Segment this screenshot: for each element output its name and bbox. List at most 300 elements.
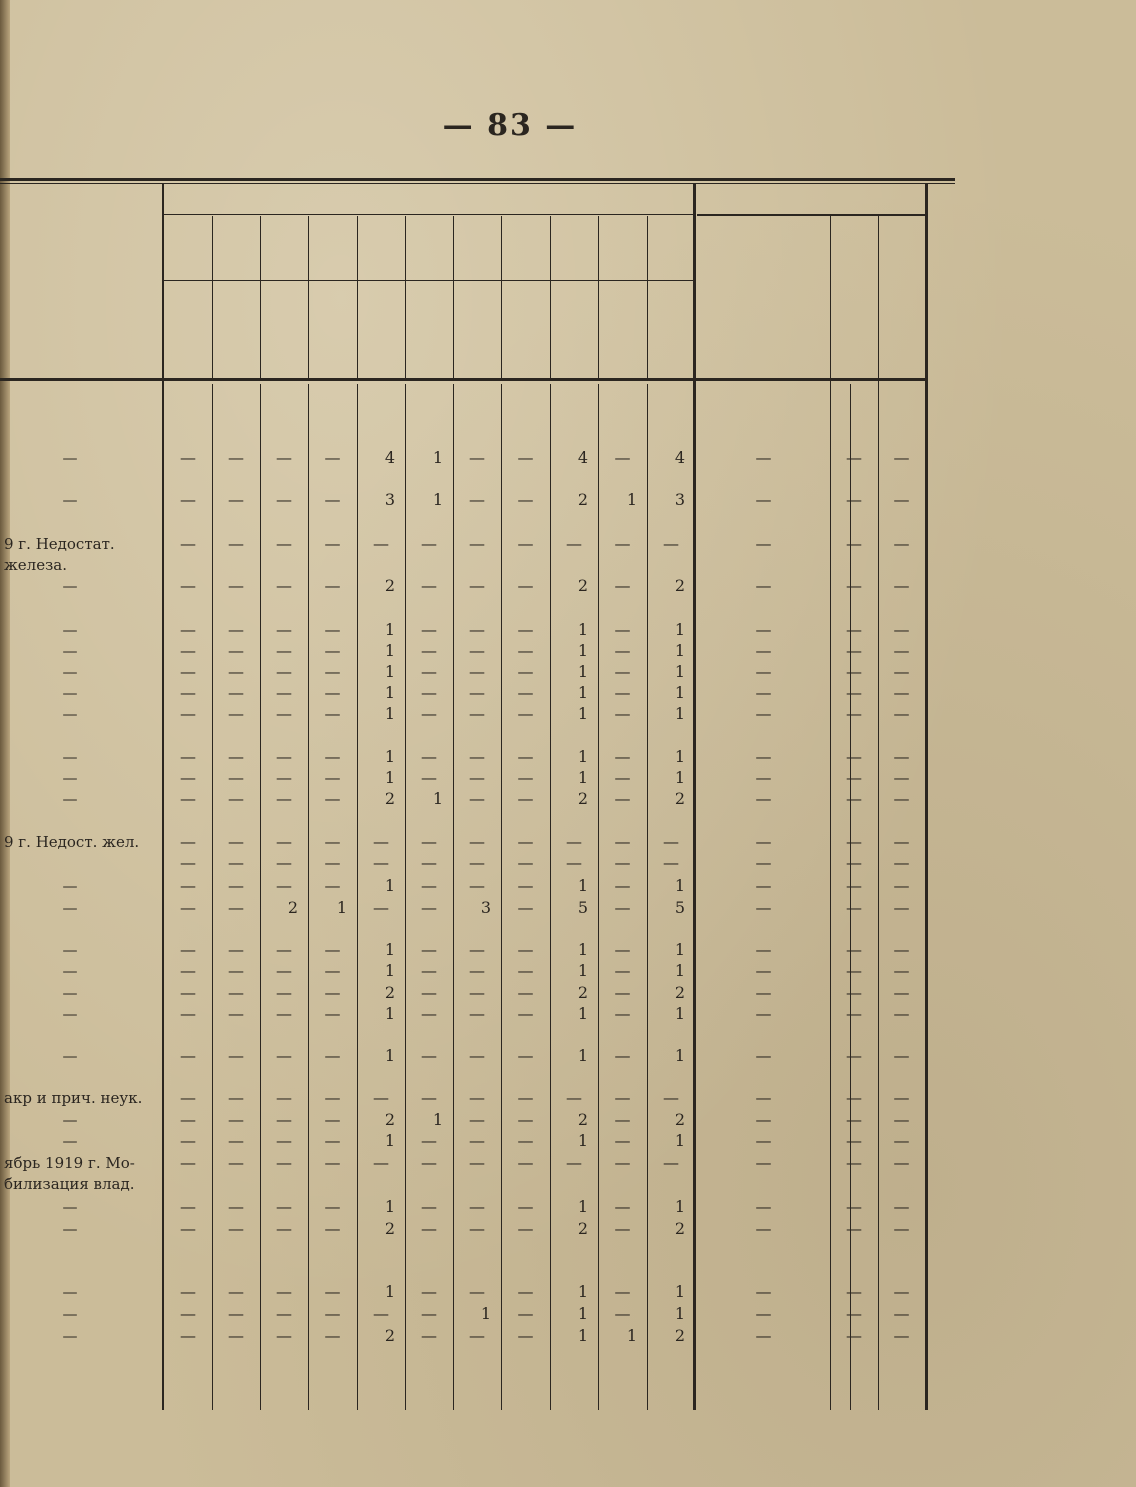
table-cell: — [324,853,341,872]
table-cell: — [276,1131,292,1150]
table-cell: — [469,576,485,595]
table-cell: — [228,1153,244,1172]
table-cell: — [755,534,772,553]
table-cell: — [228,490,244,509]
table-cell: — [276,704,292,723]
table-cell: 1 [577,1326,588,1345]
table-cell: — [614,940,631,959]
table-cell: — [324,832,341,851]
table-cell: 1 [674,1131,685,1150]
table-cell: — [846,1088,862,1107]
table-cell: — [517,1304,534,1323]
table-cell: — [276,832,292,851]
table-cell: — [180,832,196,851]
table-cell: — [614,704,631,723]
row-note: — [62,877,78,895]
table-cell: — [421,1088,437,1107]
table-cell: — [614,1004,631,1023]
header-subcolumn-divider [405,216,406,378]
table-cell: — [228,1304,244,1323]
table-cell: — [276,1110,292,1129]
table-cell: — [180,961,196,980]
table-cell: — [893,876,910,895]
table-cell: — [614,576,631,595]
table-cell: 4 [384,448,395,467]
table-cell: 1 [577,1046,588,1065]
table-cell: — [566,1088,582,1107]
table-cell: — [276,1326,292,1345]
table-cell: — [228,620,244,639]
row-note: — [62,1047,78,1065]
table-top-rule-thin [0,183,955,184]
table-cell [647,1173,695,1195]
table-cell: — [228,1004,244,1023]
table-cell: — [614,853,631,872]
table-cell: — [517,940,534,959]
table-cell: 1 [577,1282,588,1301]
table-cell: 1 [577,876,588,895]
row-note: — [62,899,78,917]
table-cell: — [846,490,862,509]
table-cell: — [421,853,437,872]
table-cell: — [614,448,631,467]
table-cell: — [373,534,389,553]
table-cell: — [846,704,862,723]
table-cell: — [755,576,772,595]
table-cell: — [324,1326,341,1345]
row-note: — [62,577,78,595]
table-cell: — [566,534,582,553]
table-cell: — [469,832,485,851]
table-cell: — [469,1326,485,1345]
table-cell: — [421,1153,437,1172]
table-cell: — [276,1088,292,1107]
table-cell: — [228,683,244,702]
table-cell: 2 [674,1110,685,1129]
table-cell: — [324,1131,341,1150]
table-cell: — [517,789,534,808]
table-cell: 1 [384,1131,395,1150]
table-cell: 1 [384,641,395,660]
table-cell: — [614,1219,631,1238]
table-cell: — [893,1153,910,1172]
table-cell: — [614,983,631,1002]
group-divider [260,216,261,280]
table-cell: — [421,1046,437,1065]
table-cell: — [276,490,292,509]
table-cell: — [324,1110,341,1129]
table-cell: — [755,789,772,808]
table-cell: — [755,1304,772,1323]
table-cell: 1 [626,490,637,509]
table-cell: — [421,983,437,1002]
table-cell: — [893,683,910,702]
row-note: — [62,1283,78,1301]
table-cell: — [469,534,485,553]
table-cell: — [755,898,772,917]
table-cell: 1 [674,961,685,980]
table-cell: 1 [674,1197,685,1216]
table-cell: — [324,683,341,702]
table-cell: 1 [384,940,395,959]
table-cell: — [469,448,485,467]
table-cell: — [276,789,292,808]
table-cell: — [469,641,485,660]
table-cell: — [517,1046,534,1065]
table-cell: — [663,1088,679,1107]
table-cell: — [276,768,292,787]
table-cell: — [846,1326,862,1345]
row-note: — [62,1305,78,1323]
table-cell: — [755,704,772,723]
table-cell: — [228,662,244,681]
table-cell: 1 [577,768,588,787]
table-cell: 1 [674,768,685,787]
table-cell: 5 [674,898,685,917]
table-cell: 3 [480,898,491,917]
table-cell: — [893,704,910,723]
table-cell: — [846,1304,862,1323]
table-cell: — [517,1004,534,1023]
table-cell: — [469,940,485,959]
row-note: — [62,984,78,1002]
table-cell: — [846,961,862,980]
table-cell: 1 [384,1197,395,1216]
table-cell: — [421,641,437,660]
table-cell: 2 [384,1219,395,1238]
table-cell: — [421,683,437,702]
table-cell: — [228,1197,244,1216]
table-cell [405,1173,453,1195]
table-cell: — [324,747,341,766]
table-cell: — [614,768,631,787]
table-cell: 1 [384,747,395,766]
table-cell: 1 [577,1197,588,1216]
table-cell: — [276,940,292,959]
table-cell: — [846,448,862,467]
table-cell: 2 [674,789,685,808]
table-cell: — [614,1110,631,1129]
table-cell: — [469,1088,485,1107]
table-cell: — [324,641,341,660]
table-cell: — [324,1046,341,1065]
table-cell: — [180,789,196,808]
table-cell: — [228,1088,244,1107]
table-cell: 1 [674,704,685,723]
table-cell: — [228,961,244,980]
table-cell: 2 [577,576,588,595]
table-cell: — [755,1088,772,1107]
table-cell: — [517,662,534,681]
table-cell: 3 [384,490,395,509]
row-note: — [62,769,78,787]
table-cell: — [893,1004,910,1023]
row-note: — [62,1005,78,1023]
table-cell: — [517,448,534,467]
table-cell: — [517,641,534,660]
table-cell: 3 [674,490,685,509]
table-cell: — [755,1219,772,1238]
row-note: — [62,962,78,980]
header-subcolumn-divider [308,216,309,378]
table-cell: — [228,641,244,660]
header-subcolumn-divider [647,216,648,378]
table-cell: — [614,1131,631,1150]
table-cell: — [228,1131,244,1150]
table-cell: 1 [674,620,685,639]
table-cell: — [228,853,244,872]
header-subcolumn-divider [501,216,502,378]
table-cell: — [421,1304,437,1323]
table-cell: — [893,983,910,1002]
table-cell: — [846,620,862,639]
table-cell: 1 [577,620,588,639]
table-cell: — [755,983,772,1002]
table-cell: — [755,448,772,467]
table-cell: — [614,683,631,702]
group-divider [550,216,551,280]
table-cell: — [180,876,196,895]
group-divider [453,216,454,280]
row-note: билизация влад. [4,1175,135,1193]
row-note: — [62,491,78,509]
table-cell: — [517,898,534,917]
table-cell: — [469,983,485,1002]
row-note: — [62,449,78,467]
table-cell: — [228,448,244,467]
table-cell: — [614,1088,631,1107]
workers-title-underline [164,214,693,215]
table-cell: — [324,789,341,808]
table-cell: — [566,853,582,872]
table-cell: 2 [577,983,588,1002]
table-cell: — [180,641,196,660]
table-cell: 1 [384,768,395,787]
table-cell: — [893,853,910,872]
table-cell: — [517,704,534,723]
table-cell [501,1173,550,1195]
table-cell: 1 [674,876,685,895]
table-cell [357,1173,405,1195]
table-cell: — [228,1326,244,1345]
table-cell: 1 [577,940,588,959]
table-cell: — [846,576,862,595]
table-cell: — [517,768,534,787]
table-cell: — [228,1110,244,1129]
table-cell: — [421,1131,437,1150]
table-cell [164,1173,212,1195]
table-cell: — [517,853,534,872]
table-cell: — [276,876,292,895]
table-cell: — [276,683,292,702]
table-cell: — [469,683,485,702]
table-cell: — [324,940,341,959]
table-cell: — [228,876,244,895]
table-cell: — [517,1131,534,1150]
table-cell: 2 [577,1219,588,1238]
table-cell: — [276,448,292,467]
table-cell [647,554,695,576]
table-cell: — [469,853,485,872]
table-cell: — [373,853,389,872]
table-cell: 1 [432,448,443,467]
table-cell: — [421,620,437,639]
table-cell [260,1173,308,1195]
table-cell: — [180,1304,196,1323]
table-cell: 1 [577,662,588,681]
row-note: — [62,642,78,660]
table-cell: — [755,961,772,980]
table-cell: — [373,1088,389,1107]
table-cell: — [469,1131,485,1150]
table-cell: — [324,1282,341,1301]
table-cell: — [846,683,862,702]
table-cell: — [228,768,244,787]
table-cell: — [469,1282,485,1301]
table-cell: — [276,1004,292,1023]
table-cell: — [180,683,196,702]
table-cell: — [180,1197,196,1216]
group-header-underline [164,280,693,281]
row-note: — [62,621,78,639]
table-cell: — [469,1153,485,1172]
table-cell: — [469,620,485,639]
table-cell: — [180,448,196,467]
table-cell: — [180,662,196,681]
table-cell: — [846,940,862,959]
table-cell: — [846,853,862,872]
table-cell: — [324,1219,341,1238]
table-cell: — [228,1282,244,1301]
table-cell: — [228,534,244,553]
book-spine-edge [0,0,10,1487]
table-cell: — [663,832,679,851]
table-cell: — [180,1153,196,1172]
table-cell: — [469,747,485,766]
table-cell: — [755,1046,772,1065]
table-cell: — [846,789,862,808]
table-cell [260,554,308,576]
table-cell: — [276,620,292,639]
table-cell: — [893,789,910,808]
table-cell: — [421,662,437,681]
table-cell: — [228,940,244,959]
table-cell [308,554,357,576]
table-cell: — [846,876,862,895]
table-cell [212,1173,260,1195]
table-cell: — [180,490,196,509]
row-note: 9 г. Недостат. [4,535,115,553]
table-cell: — [614,1046,631,1065]
header-subcolumn-divider [598,216,599,378]
table-cell: — [324,1304,341,1323]
table-cell: — [469,662,485,681]
table-cell: 1 [432,1110,443,1129]
table-cell: — [614,832,631,851]
table-cell: — [893,747,910,766]
table-cell: 1 [577,704,588,723]
table-cell [550,1173,598,1195]
table-cell: — [893,448,910,467]
table-cell: 1 [577,683,588,702]
table-cell: 2 [384,789,395,808]
table-cell: — [893,1219,910,1238]
table-cell: — [755,662,772,681]
header-bottom-rule [0,378,925,381]
table-cell: — [373,1304,389,1323]
table-cell: — [846,768,862,787]
table-cell: — [893,1304,910,1323]
table-cell: — [469,1110,485,1129]
engines-title-underline [697,214,925,216]
table-cell [830,1173,878,1195]
table-cell: 1 [384,662,395,681]
table-cell: 2 [674,1326,685,1345]
table-cell: — [517,1110,534,1129]
table-cell: — [228,576,244,595]
table-cell: 1 [674,1046,685,1065]
table-cell: — [469,704,485,723]
table-cell: 1 [626,1326,637,1345]
table-cell: — [324,662,341,681]
table-cell: — [663,1153,679,1172]
table-cell [453,554,501,576]
table-cell: — [846,747,862,766]
table-cell: 1 [674,641,685,660]
table-cell: — [614,1304,631,1323]
table-cell: — [893,641,910,660]
table-cell: — [755,768,772,787]
table-cell: — [846,1004,862,1023]
table-cell: — [180,1131,196,1150]
table-cell: 2 [674,576,685,595]
table-cell: — [421,704,437,723]
table-cell: 1 [384,683,395,702]
table-cell: — [614,534,631,553]
table-cell: — [846,898,862,917]
table-cell: — [846,983,862,1002]
table-cell: 4 [674,448,685,467]
row-note: ябрь 1919 г. Мо- [4,1154,135,1172]
table-cell: — [517,490,534,509]
table-cell: 1 [577,961,588,980]
table-cell: 1 [577,747,588,766]
table-cell: — [893,1282,910,1301]
table-cell: — [893,898,910,917]
row-note: — [62,684,78,702]
table-cell: — [846,1046,862,1065]
table-cell: — [614,789,631,808]
table-cell: — [755,1153,772,1172]
table-cell: — [755,683,772,702]
table-cell: — [324,876,341,895]
table-cell: — [228,1219,244,1238]
table-cell: 2 [674,1219,685,1238]
table-cell: — [180,940,196,959]
table-cell: — [421,1197,437,1216]
table-cell: 1 [384,1282,395,1301]
row-note: — [62,663,78,681]
header-subcolumn-divider [212,216,213,378]
table-cell: — [614,641,631,660]
table-cell: — [228,789,244,808]
table-cell: — [276,534,292,553]
table-cell: 1 [384,620,395,639]
table-cell: — [276,641,292,660]
table-cell: — [180,1046,196,1065]
table-cell: — [373,1153,389,1172]
table-cell: — [421,1219,437,1238]
